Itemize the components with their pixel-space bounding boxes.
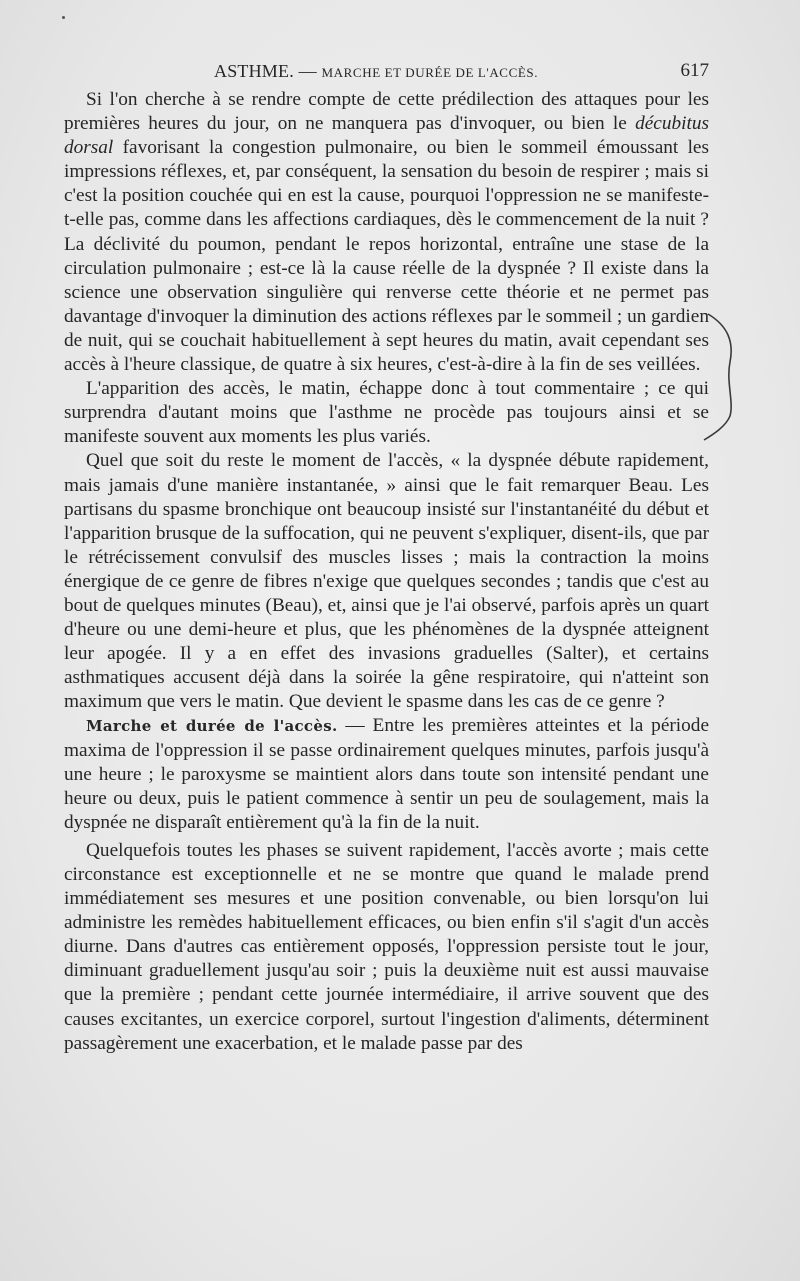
paragraph-1-part-b: favorisant la congestion pulmonaire, ou bien le sommeil émoussant les impressions réflexes, et, par conséquent, la sensation du besoin de respirer ; mais si c'est la position couchée qui en est la cause, pourquoi l'oppression ne se manifeste-t-elle pas, comme dans les affections cardiaques, dès le commencement de la nuit ? La déclivité du poumon, pendant le repos horizontal, entraîne une stase de la circulation pulmonaire ; est-ce là la cause réelle de la dyspnée ? Il existe dans la science une observation singulière qui renverse cette théorie et ne permet pas davantage d'invoquer la diminution des actions réflexes par le sommeil ; un gardien de nuit, qui se couchait habituellement à sept heures du matin, avait cependant ses accès à l'heure classique, de quatre à six heures, c'est-à-dire à la fin de ses veillées. xyxy=(64,137,709,376)
running-head-subtitle: MARCHE ET DURÉE DE L'ACCÈS. xyxy=(321,65,539,80)
running-head-main: ASTHME. xyxy=(214,61,294,81)
paragraph-1 xyxy=(64,88,709,377)
paragraph-2: L'apparition des accès, le matin, échappe donc à tout commentaire ; ce qui surprendra d'autant moins que l'asthme ne procède pas toujours ainsi et se manifeste souvent aux moments les plus variés. xyxy=(64,378,709,448)
speck xyxy=(62,16,65,19)
italic-term: décubitus dorsal xyxy=(64,113,709,159)
running-head-title xyxy=(214,58,538,86)
paragraph-4-text: — Entre les premières atteintes et la période maxima de l'oppression il se passe ordinairement quelques minutes, parfois jusqu'à une heure ; le paroxysme se maintient alors dans toute son intensité pendant une heure ou deux, puis le patient commence à sentir un peu de soulagement, mais la dyspnée ne disparaît entièrement qu'à la fin de la nuit. xyxy=(64,715,709,833)
paragraph-1-part-a: Si l'on cherche à se rendre compte de cette prédilection des attaques pour les premières heures du jour, on ne manquera pas d'invoquer, ou bien le xyxy=(64,89,709,135)
paragraph-3: Quel que soit du reste le moment de l'accès, « la dyspnée débute rapidement, mais jamais d'une manière instantanée, » ainsi que le fait remarquer Beau. Les partisans du spasme bronchique ont beaucoup insisté sur l'instantanéité du début et l'apparition brusque de la suffocation, qui ne peuvent s'expliquer, disent-ils, que par le rétrécissement convulsif des muscles lisses ; mais la contraction la moins énergique de ce genre de fibres n'exige que quelques secondes ; tandis que c'est au bout de quelques minutes (Beau), et, ainsi que je l'ai observé, parfois après un quart d'heure ou une demi-heure et plus, que les phénomènes de la dyspnée atteignent leur apogée. Il y a en effet des invasions graduelles (Salter), et certains asthmatiques accusent déjà dans la soirée la gêne respiratoire, qui n'atteint son maximum que vers le matin. Que devient le spasme dans les cas de ce genre ? xyxy=(64,450,709,713)
paragraph-5: Quelquefois toutes les phases se suivent rapidement, l'accès avorte ; mais cette circonstance est exceptionnelle et ne se montre que quand le malade prend immédiatement ses mesures et une position convenable, ou bien lorsqu'on lui administre les remèdes habituellement efficaces, ou bien enfin s'il s'agit d'un accès diurne. Dans d'autres cas entièrement opposés, l'oppression persiste tout le jour, diminuant graduellement jusqu'au soir ; puis la deuxième nuit est aussi mauvaise que la première ; pendant cette journée intermédiaire, il arrive souvent que des causes excitantes, un exercice corporel, surtout l'ingestion d'aliments, déterminent passagèrement une exacerbation, et le malade passe par des xyxy=(64,839,709,1054)
page-number: 617 xyxy=(680,60,709,81)
running-head-dash: — xyxy=(298,61,317,81)
body-text xyxy=(64,88,709,1056)
running-head xyxy=(64,58,709,84)
margin-bracket-mark xyxy=(700,312,740,442)
paragraph-4 xyxy=(64,714,709,834)
section-run-in-heading: Marche et durée de l'accès. xyxy=(86,717,338,736)
